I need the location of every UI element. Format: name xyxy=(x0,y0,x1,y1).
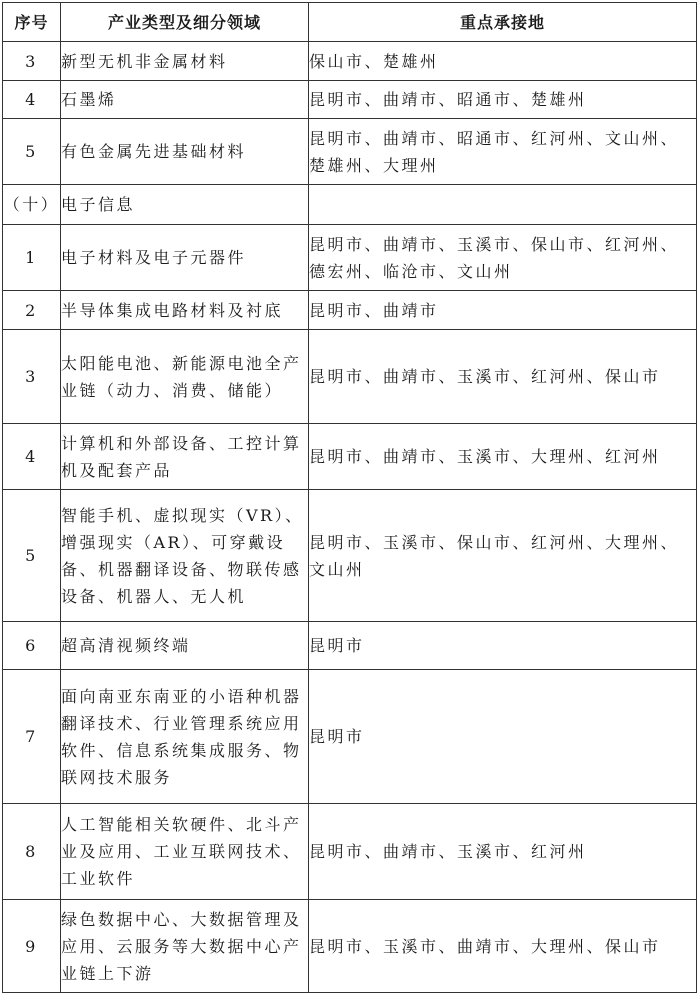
row-locations: 昆明市、玉溪市、曲靖市、大理州、保山市 xyxy=(309,900,697,993)
industry-table xyxy=(2,2,697,993)
row-number: 5 xyxy=(3,119,61,185)
table-row xyxy=(3,119,697,185)
table-row xyxy=(3,225,697,291)
row-industry: 人工智能相关软硬件、北斗产业及应用、工业互联网技术、工业软件 xyxy=(61,804,309,900)
header-locations: 重点承接地 xyxy=(309,3,697,42)
row-industry: 石墨烯 xyxy=(61,81,309,119)
section-row xyxy=(3,185,697,225)
row-locations: 昆明市 xyxy=(309,622,697,670)
row-locations: 昆明市、曲靖市、昭通市、红河州、文山州、楚雄州、大理州 xyxy=(309,119,697,185)
row-number: 5 xyxy=(3,490,61,622)
table-row xyxy=(3,424,697,490)
table-row xyxy=(3,291,697,330)
row-number: 9 xyxy=(3,900,61,993)
row-industry: 新型无机非金属材料 xyxy=(61,42,309,81)
row-industry: 面向南亚东南亚的小语种机器翻译技术、行业管理系统应用软件、信息系统集成服务、物联网技术服务 xyxy=(61,670,309,804)
row-locations: 昆明市、曲靖市、昭通市、楚雄州 xyxy=(309,81,697,119)
table-row xyxy=(3,622,697,670)
table-row xyxy=(3,81,697,119)
header-number: 序号 xyxy=(3,3,61,42)
row-industry: 有色金属先进基础材料 xyxy=(61,119,309,185)
row-locations: 昆明市、曲靖市、玉溪市、红河州 xyxy=(309,804,697,900)
row-locations: 昆明市、曲靖市 xyxy=(309,291,697,330)
row-number: 6 xyxy=(3,622,61,670)
table-row xyxy=(3,670,697,804)
header-industry: 产业类型及细分领域 xyxy=(61,3,309,42)
table-row xyxy=(3,900,697,993)
row-number: 3 xyxy=(3,330,61,424)
row-number: 4 xyxy=(3,424,61,490)
row-locations: 昆明市、曲靖市、玉溪市、保山市、红河州、德宏州、临沧市、文山州 xyxy=(309,225,697,291)
row-industry: 半导体集成电路材料及衬底 xyxy=(61,291,309,330)
table-row xyxy=(3,490,697,622)
row-number: 4 xyxy=(3,81,61,119)
row-industry: 绿色数据中心、大数据管理及应用、云服务等大数据中心产业链上下游 xyxy=(61,900,309,993)
row-locations: 昆明市、玉溪市、保山市、红河州、大理州、文山州 xyxy=(309,490,697,622)
table-row xyxy=(3,804,697,900)
row-number: 7 xyxy=(3,670,61,804)
table-row xyxy=(3,330,697,424)
row-locations: 昆明市、曲靖市、玉溪市、大理州、红河州 xyxy=(309,424,697,490)
row-locations: 保山市、楚雄州 xyxy=(309,42,697,81)
row-number: 3 xyxy=(3,42,61,81)
row-industry: 智能手机、虚拟现实（VR）、增强现实（AR）、可穿戴设备、机器翻译设备、物联传感设备、机器人、无人机 xyxy=(61,490,309,622)
table-header-row xyxy=(3,3,697,42)
row-industry: 超高清视频终端 xyxy=(61,622,309,670)
row-locations: 昆明市 xyxy=(309,670,697,804)
row-locations xyxy=(309,185,697,225)
row-number: 2 xyxy=(3,291,61,330)
table-row xyxy=(3,42,697,81)
row-industry: 计算机和外部设备、工控计算机及配套产品 xyxy=(61,424,309,490)
row-industry: 电子材料及电子元器件 xyxy=(61,225,309,291)
row-number: 8 xyxy=(3,804,61,900)
row-locations: 昆明市、曲靖市、玉溪市、红河州、保山市 xyxy=(309,330,697,424)
section-number: （十） xyxy=(3,185,61,225)
row-industry: 太阳能电池、新能源电池全产业链（动力、消费、储能） xyxy=(61,330,309,424)
section-title: 电子信息 xyxy=(61,185,309,225)
row-number: 1 xyxy=(3,225,61,291)
